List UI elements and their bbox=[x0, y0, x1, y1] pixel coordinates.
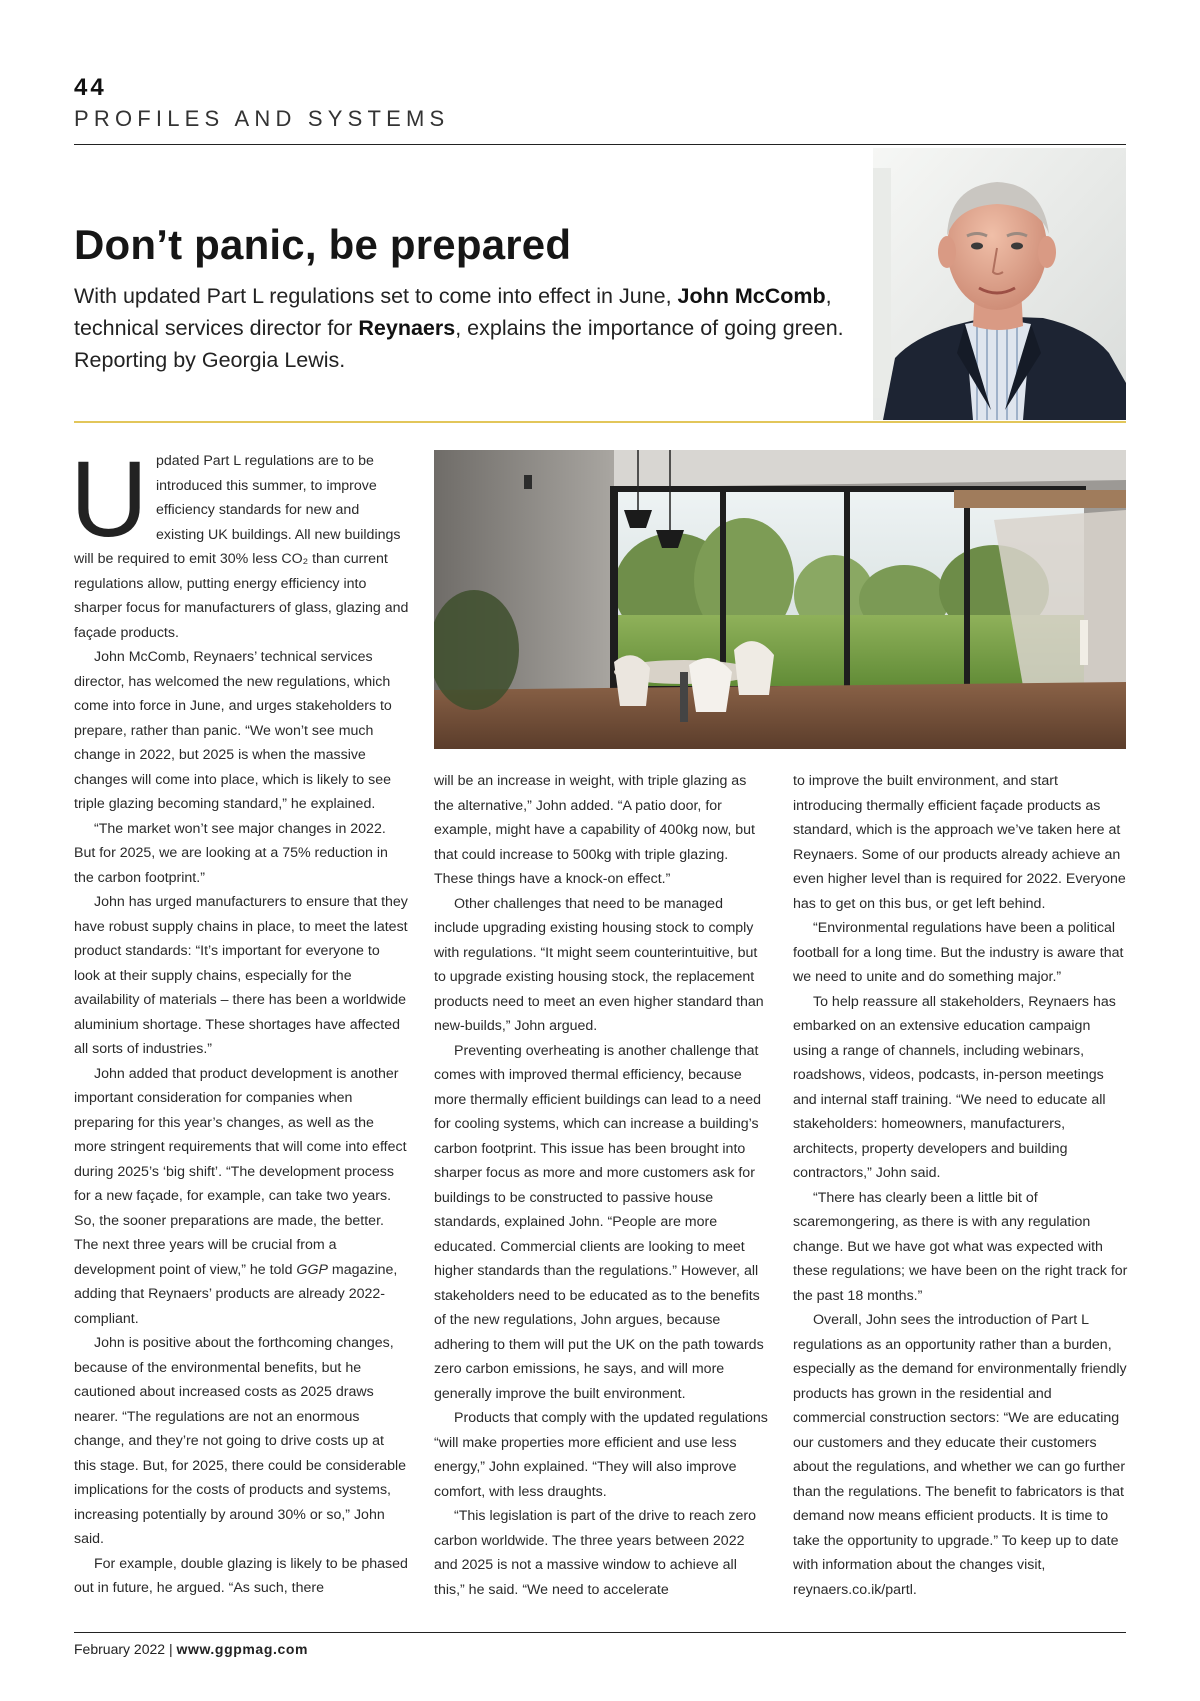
article-column-2 bbox=[434, 769, 769, 1602]
drop-cap: U bbox=[70, 438, 148, 559]
article-standfirst bbox=[74, 280, 864, 376]
body-paragraph: “Environmental regulations have been a political football for a long time. But the industry is aware that we need to unite and do something major.” bbox=[793, 920, 1124, 985]
body-text: magazine, adding that Reynaers’ products are already 2022-compliant. bbox=[74, 1261, 398, 1327]
standfirst-company: Reynaers bbox=[358, 316, 456, 340]
website-url: www.ggpmag.com bbox=[176, 1641, 309, 1657]
header-divider bbox=[74, 144, 1126, 145]
interior-patio-door-photo bbox=[434, 450, 1126, 749]
body-paragraph: Products that comply with the updated regulations “will make properties more efficient and use less energy,” John explained. “They will also improve comfort, with less draughts. bbox=[434, 1410, 768, 1500]
body-text: John added that product development is another important consideration for companies when preparing for this year’s changes, as well as the more stringent requirements that will come into effect during 2025’s ‘big shift’. “The development process for a new façade, for example, can take two years. So, the sooner preparations are made, the better. The next three years will be crucial from a development point of view,” he told bbox=[74, 1065, 407, 1278]
footer-divider bbox=[74, 1632, 1126, 1633]
body-paragraph: will be an increase in weight, with triple glazing as the alternative,” John added. “A patio door, for example, might have a capability of 400kg now, but that could increase to 500kg with triple glazing. These things have a knock-on effect.” bbox=[434, 773, 755, 887]
body-paragraph bbox=[74, 1062, 409, 1332]
body-paragraph: pdated Part L regulations are to be introduced this summer, to improve efficiency standards for new and existing UK buildings. All new buildings will be required to emit 30% less CO₂ than current regulations allow, putting energy efficiency into sharper focus for manufacturers of glass, glazing and façade products. bbox=[74, 453, 409, 641]
footer-separator: | bbox=[165, 1641, 177, 1657]
article-headline: Don’t panic, be prepared bbox=[74, 221, 572, 268]
author-portrait-photo bbox=[873, 148, 1126, 420]
standfirst-divider bbox=[74, 421, 1126, 423]
standfirst-person: John McComb bbox=[677, 284, 826, 308]
body-paragraph: John has urged manufacturers to ensure that they have robust supply chains in place, to meet the latest product standards: “It’s important for everyone to look at their supply chains, especially for the availability of materials – there has been a worldwide aluminium shortage. These shortages have affected all sorts of industries.” bbox=[74, 894, 408, 1057]
page-number: 44 bbox=[74, 74, 107, 101]
body-paragraph: Preventing overheating is another challenge that comes with improved thermal efficiency, because more thermally efficient buildings can lead to a need for cooling systems, which can increase a building’s carbon footprint. This issue has been brought into sharper focus as more and more customers ask for buildings to be constructed to passive house standards, explained John. “People are more educated. Commercial clients are looking to meet higher standards than the regulations.” However, all stakeholders need to be educated as to the benefits of the new regulations, John argues, because adhering to them will put the UK on the path towards zero carbon emissions, he says, and will more generally improve the built environment. bbox=[434, 1042, 764, 1402]
article-column-1 bbox=[70, 438, 409, 1601]
body-paragraph: “The market won’t see major changes in 2022. But for 2025, we are looking at a 75% reduction in the carbon footprint.” bbox=[74, 820, 388, 886]
body-paragraph: to improve the built environment, and start introducing thermally efficient façade products as standard, which is the approach we’ve taken here at Reynaers. Some of our products already achieve an even higher level than is required for 2022. Everyone has to get on this bus, or get left behind. bbox=[793, 773, 1126, 912]
body-paragraph: Overall, John sees the introduction of Part L regulations as an opportunity rather than a burden, especially as the demand for environmentally friendly products has grown in the residential and commercial construction sectors: “We are educating our customers and they educate their customers about the regulations, and whether we can go further than the regulations. The benefit to fabricators is that demand now means efficient products. It is time to take the opportunity to upgrade.” To keep up to date with information about the changes visit, reynaers.co.ik/partl. bbox=[793, 1312, 1127, 1598]
body-paragraph: “This legislation is part of the drive to reach zero carbon worldwide. The three years between 2022 and 2025 is not a massive window to achieve all this,” he said. “We need to accelerate bbox=[434, 1508, 757, 1598]
section-title: PROFILES AND SYSTEMS bbox=[74, 106, 450, 131]
article-column-3 bbox=[793, 769, 1128, 1602]
standfirst-text-1: With updated Part L regulations set to come into effect in June, bbox=[74, 284, 678, 308]
body-paragraph: “There has clearly been a little bit of scaremongering, as there is with any regulation change. But we have got what was expected with these regulations; we have been on the right track for the past 18 months.” bbox=[793, 1189, 1128, 1304]
body-paragraph: John McComb, Reynaers’ technical services director, has welcomed the new regulations, which come into force in June, and urges stakeholders to prepare, rather than panic. “We won’t see much change in 2022, but 2025 is when the massive changes will come into place, which is likely to see triple glazing becoming standard,” he explained. bbox=[74, 649, 392, 812]
standfirst-text-2: , technical services director for bbox=[74, 284, 832, 340]
body-paragraph: John is positive about the forthcoming changes, because of the environmental benefits, but he cautioned about increased costs as 2025 draws nearer. “The regulations are not an enormous change, and they’re not going to drive costs up at this stage. But, for 2025, there could be considerable implications for the costs of products and systems, increasing potentially by around 30% or so,” John said. bbox=[74, 1335, 407, 1547]
body-paragraph: To help reassure all stakeholders, Reynaers has embarked on an extensive education campaign using a range of channels, including webinars, roadshows, videos, podcasts, in-person meetings and internal staff training. “We need to educate all stakeholders: homeowners, manufacturers, architects, property developers and building contractors,” John said. bbox=[793, 993, 1116, 1181]
body-paragraph: For example, double glazing is likely to be phased out in future, he argued. “As such, there bbox=[74, 1555, 408, 1596]
standfirst-text-3: , explains the importance of going green. Reporting by Georgia Lewis. bbox=[74, 316, 844, 372]
body-paragraph: Other challenges that need to be managed include upgrading existing housing stock to comply with regulations. “It might seem counterintuitive, but to upgrade existing housing stock, the replacement products need to meet an even higher standard than new-builds,” John argued. bbox=[434, 895, 764, 1034]
page-footer bbox=[74, 1641, 308, 1657]
magazine-name: GGP bbox=[296, 1261, 328, 1278]
issue-date: February 2022 bbox=[74, 1641, 166, 1657]
